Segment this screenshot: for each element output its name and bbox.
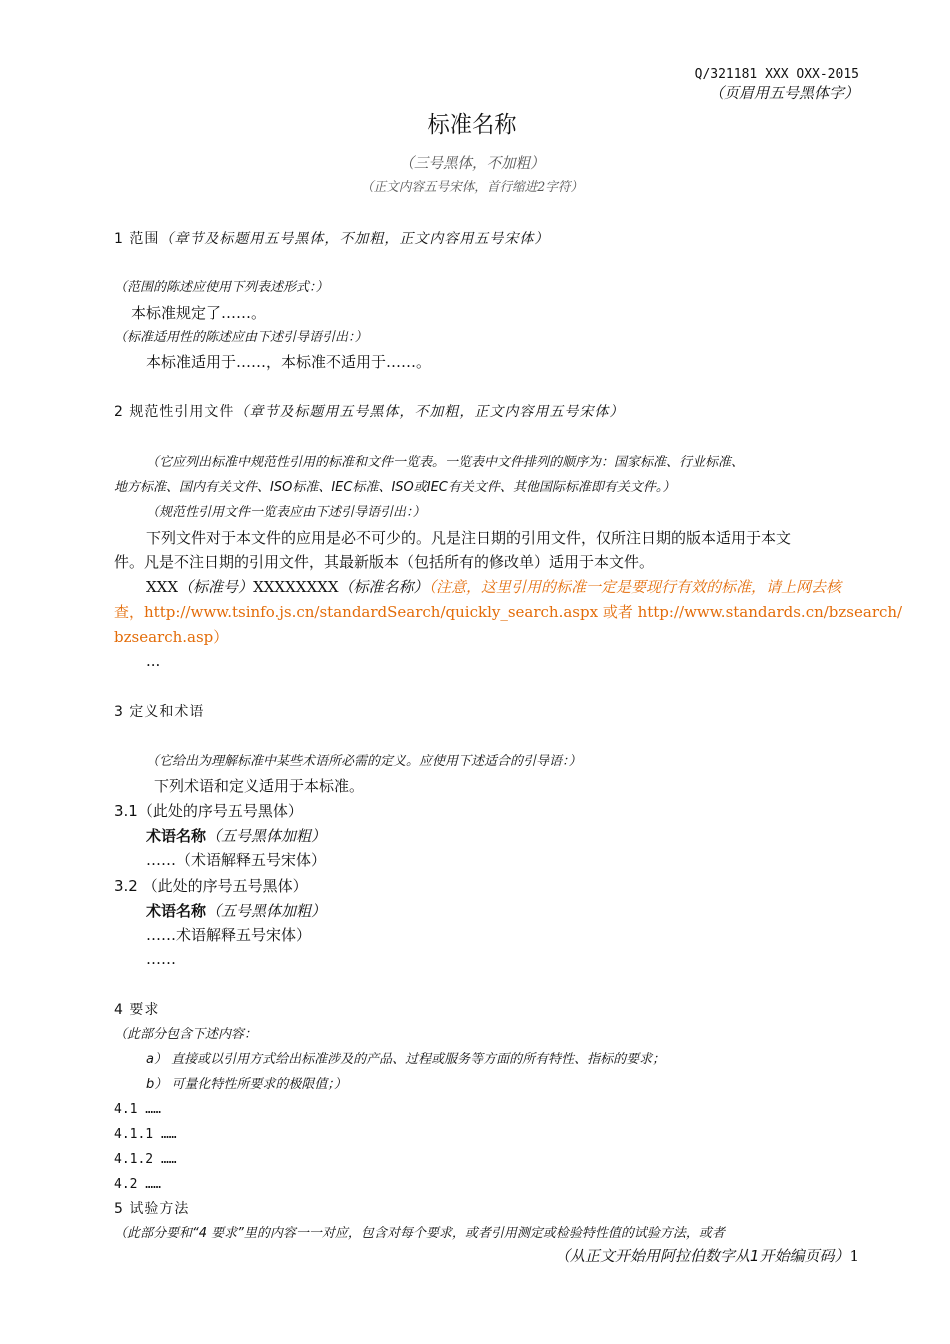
section-3-note: （它给出为理解标准中某些术语所必需的定义。应使用下述适合的引导语：） xyxy=(146,754,582,769)
section-1-heading-note: （章节及标题用五号黑体，不加粗，正文内容用五号宋体） xyxy=(159,231,550,247)
section-2-note-1a: （它应列出标准中规范性引用的标准和文件一览表。一览表中文件排列的顺序为：国家标准、行业标准、 xyxy=(146,455,745,470)
page-number: 1 xyxy=(849,1247,859,1265)
section-3-intro: 下列术语和定义适用于本标准。 xyxy=(154,777,365,795)
footer-note: （从正文开始用阿拉伯数字从1开始编页码） xyxy=(554,1247,850,1265)
section-4-item-b: b） 可量化特性所要求的极限值；） xyxy=(146,1077,347,1092)
section-5-heading: 5 试验方法 xyxy=(114,1201,190,1217)
term-2-number: 3.2 （此处的序号五号黑体） xyxy=(114,877,308,895)
clause-4-1-2: 4.1.2 …… xyxy=(114,1152,177,1167)
clause-4-1-1: 4.1.1 …… xyxy=(114,1127,177,1142)
reference-code-note: （标准号） xyxy=(178,578,254,596)
term-1-name: 术语名称 xyxy=(146,827,207,845)
reference-name: XXXXXXXX xyxy=(253,578,339,596)
reference-warning-2[interactable]: 查，http://www.tsinfo.js.cn/standardSearch/quickly_search.aspx 或者 http://www.standards.cn/bzsearch/ xyxy=(114,603,903,621)
section-2-ellipsis: ... xyxy=(146,652,161,670)
term-2-name-note: （五号黑体加粗） xyxy=(206,902,327,920)
reference-warning-3[interactable]: bzsearch.asp） xyxy=(114,628,229,646)
reference-warning-1: （注意，这里引用的标准一定是要现行有效的标准，请上网去核 xyxy=(428,578,842,596)
section-1-note-2: （标准适用性的陈述应由下述引导语引出：） xyxy=(114,330,368,345)
footer xyxy=(555,1246,859,1265)
title-note-2: （正文内容五号宋体，首行缩进2字符） xyxy=(361,180,583,195)
section-2-heading-note: （章节及标题用五号黑体，不加粗，正文内容用五号宋体） xyxy=(234,404,625,420)
term-2-name-line xyxy=(146,902,326,920)
page-title: 标准名称 xyxy=(427,112,517,138)
section-2-para-1a: 下列文件对于本文件的应用是必不可少的。凡是注日期的引用文件，仅所注日期的版本适用于本文 xyxy=(146,529,792,547)
section-1-text-1: 本标准规定了……。 xyxy=(131,304,267,322)
section-5-note: （此部分要和“4 要求”里的内容一一对应，包含对每个要求，或者引用测定或检验特性值的试验方法，或者 xyxy=(114,1226,725,1241)
section-1-note-1: （范围的陈述应使用下列表述形式：） xyxy=(114,280,329,295)
section-2-note-1b: 地方标准、国内有关文件、ISO标准、IEC标准、ISO或IEC有关文件、其他国际标准即有关文件。） xyxy=(114,480,676,495)
reference-name-note: （标准名称） xyxy=(338,578,429,596)
clause-4-1: 4.1 …… xyxy=(114,1102,161,1117)
section-1-text-2: 本标准适用于……，本标准不适用于……。 xyxy=(146,353,432,371)
section-4-note: （此部分包含下述内容： xyxy=(114,1027,258,1042)
term-2-name: 术语名称 xyxy=(146,902,207,920)
section-4-item-a: a） 直接或以引用方式给出标准涉及的产品、过程或服务等方面的所有特性、指标的要求； xyxy=(146,1052,666,1067)
section-2-title: 2 规范性引用文件 xyxy=(114,404,235,420)
header-code: Q/321181 XXX OXX-2015 xyxy=(694,67,859,82)
header-note: （页眉用五号黑体字） xyxy=(708,84,859,102)
section-1-heading xyxy=(114,231,549,248)
section-2-note-2: （规范性引用文件一览表应由下述引导语引出：） xyxy=(146,505,426,520)
term-1-number: 3.1（此处的序号五号黑体） xyxy=(114,802,303,820)
section-2-heading xyxy=(114,404,624,421)
term-1-name-line xyxy=(146,827,326,845)
title-note-1: （三号黑体，不加粗） xyxy=(399,154,545,172)
clause-4-2: 4.2 …… xyxy=(114,1177,161,1192)
term-1-name-note: （五号黑体加粗） xyxy=(206,827,327,845)
section-4-heading: 4 要求 xyxy=(114,1002,160,1018)
term-1-definition: ……（术语解释五号宋体） xyxy=(146,851,327,869)
reference-entry xyxy=(146,578,841,596)
section-3-heading: 3 定义和术语 xyxy=(114,704,205,720)
section-2-para-1b: 件。凡是不注日期的引用文件，其最新版本（包括所有的修改单）适用于本文件。 xyxy=(114,553,655,571)
section-3-more: …… xyxy=(146,950,176,968)
term-2-definition: ……术语解释五号宋体） xyxy=(146,926,312,944)
section-1-title: 1 范围 xyxy=(114,231,160,247)
reference-code: XXX xyxy=(146,578,179,596)
